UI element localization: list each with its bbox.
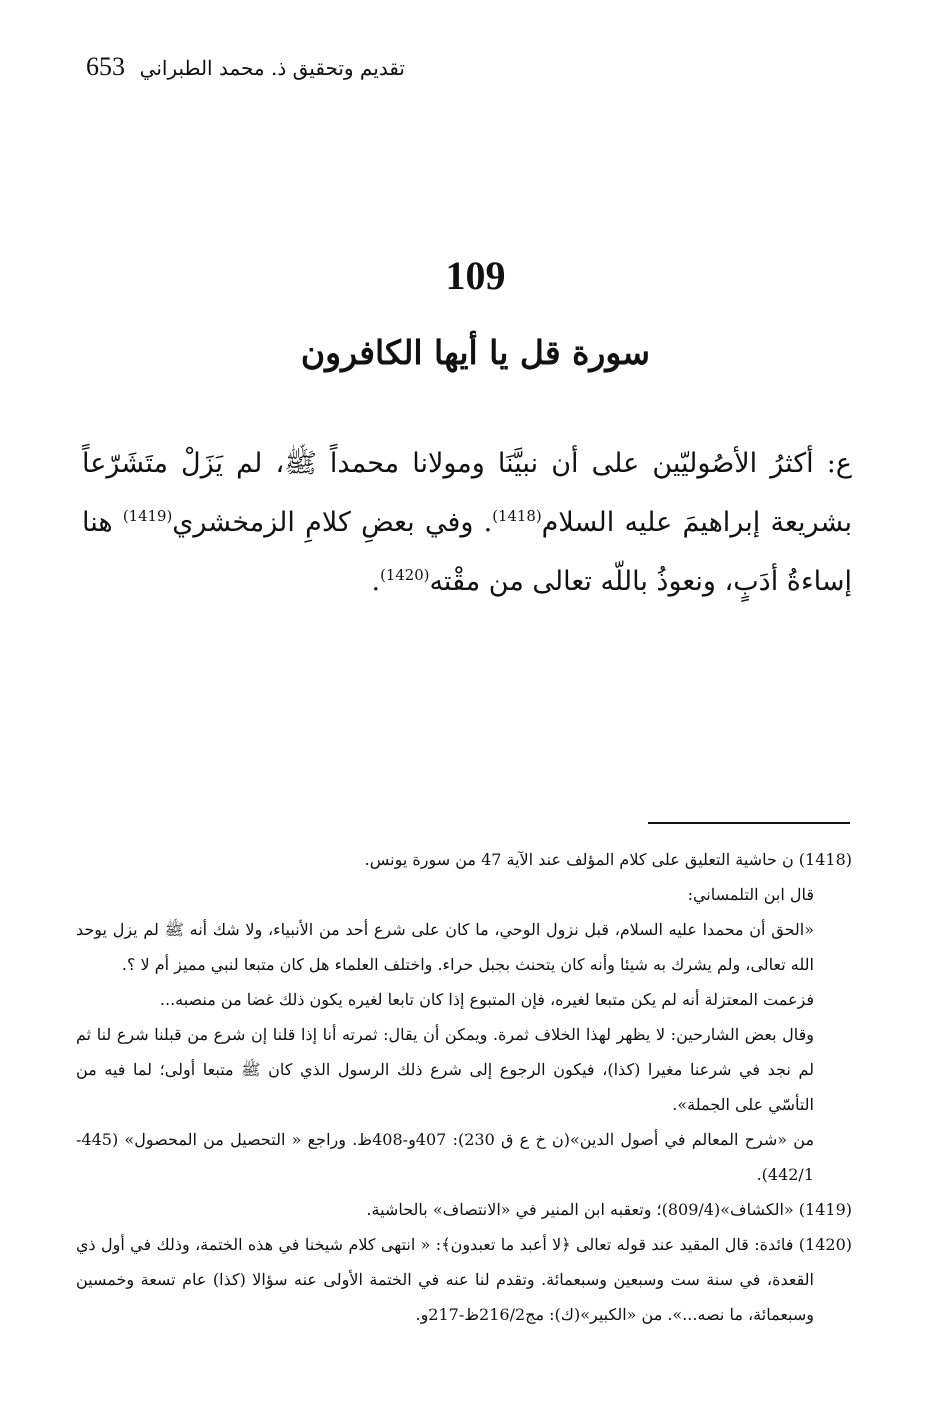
surah-number: 109 xyxy=(445,253,506,298)
main-text-part: . وفي بعضِ كلامِ الزمخشري xyxy=(172,507,493,538)
footnote-text: فائدة: قال المقيد عند قوله تعالى ﴿لا أعبد ما تعبدون﴾: « انتهى كلام شيخنا في هذه الختمة، وذلك في أول ذي القعدة، في سنة ست وسبعين وسبعمائة. وتقدم لنا عنه في الختمة الأولى عنه سؤالا (كذا) عام تسعة وخمسين وسبعمائة، ما نصه...». من «الكبير»(ك): مج216/2ظ-217و. xyxy=(76,1235,814,1324)
footnote-paragraph: من «شرح المعالم في أصول الدين»(ن خ ع ق 230): 407و-408ظ. وراجع « التحصيل من المحصول» (445-442/1). xyxy=(76,1130,815,1184)
footnote-1418-first-line xyxy=(76,842,852,877)
footnote-paragraph: قال ابن التلمساني: xyxy=(687,885,814,904)
footnote-separator xyxy=(648,822,850,824)
footnote-number: (1420) xyxy=(798,1235,852,1254)
footnote-paragraph: «الحق أن محمدا عليه السلام، قبل نزول الوحي، ما كان على شرع أحد من الأنبياء، ولا شك أنه ﷺ لم يزل يوحد الله تعالى، ولم يشرك به شيئا وأنه كان يتحنث بجبل حراء. واختلف العلماء هل كان متبعا لنبي مميز أم لا ؟. xyxy=(76,920,815,974)
footnote-paragraph: فزعمت المعتزلة أنه لم يكن متبعا لغيره، فإن المتبوع إذا كان تابعا لغيره يكون ذلك غضا من منصبه... xyxy=(159,990,814,1009)
running-header-title: تقديم وتحقيق ذ. محمد الطبراني xyxy=(139,56,405,80)
footnote-1420 xyxy=(76,1227,852,1332)
footnote-text: ن حاشية التعليق على كلام المؤلف عند الآية 47 من سورة يونس. xyxy=(364,850,794,869)
main-paragraph xyxy=(82,434,852,611)
main-text-part: . xyxy=(371,566,381,597)
surah-title: سورة قل يا أيها الكافرون xyxy=(300,333,651,372)
footnote-ref-1419[interactable]: (1419) xyxy=(122,507,173,525)
footnotes xyxy=(76,842,852,1332)
main-text-part: هنا إساءةُ أدَبٍ، ونعوذُ باللّه تعالى من مقْته xyxy=(82,507,852,597)
footnote-paragraph: وقال بعض الشارحين: لا يظهر لهذا الخلاف ثمرة. ويمكن أن يقال: ثمرته أنا إذا قلنا إن شرع من قبلنا شرع لنا ثم لم نجد في شرعنا مغيرا (كذا)، فيكون الرجوع إلى شرع ذلك الرسول الذي كان ﷺ متبعا أولى؛ لما فيه من التأسّي على الجملة». xyxy=(76,1025,814,1114)
main-text xyxy=(82,434,852,611)
page-number: 653 xyxy=(86,52,125,81)
footnote-number: (1418) xyxy=(798,850,852,869)
footnote-1419 xyxy=(76,1192,852,1227)
main-text-part: ع: أكثرُ الأصُوليّين على أن نبيَّنَا ومولانا محمداً ﷺ، لم يَزَلْ متَشَرّعاً بشريعة إبراهيمَ عليه السلام xyxy=(82,448,852,538)
footnote-text: «الكشاف»(809/4)؛ وتعقبه ابن المنير في «الانتصاف» بالحاشية. xyxy=(366,1200,794,1219)
footnote-ref-1420[interactable]: (1420) xyxy=(380,566,430,584)
footnote-number: (1419) xyxy=(798,1200,852,1219)
footnote-ref-1418[interactable]: (1418) xyxy=(492,507,542,525)
